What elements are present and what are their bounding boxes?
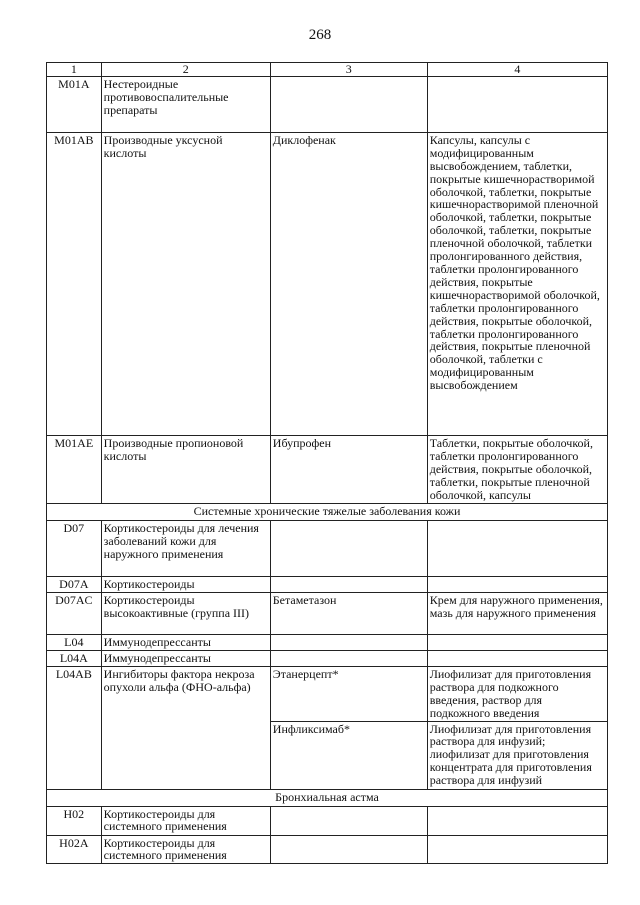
section-row bbox=[47, 503, 608, 520]
group-cell: Производные уксусной кислоты bbox=[101, 132, 270, 435]
section-title: Системные хронические тяжелые заболевания кожи bbox=[47, 503, 608, 520]
form-cell bbox=[427, 76, 607, 132]
table-row bbox=[47, 520, 608, 576]
group-cell: Ингибиторы фактора некроза опухоли альфа (ФНО-альфа) bbox=[101, 666, 270, 789]
section-title: Бронхиальная астма bbox=[47, 789, 608, 806]
group-cell: Иммунодепрессанты bbox=[101, 650, 270, 666]
drug-cell bbox=[270, 634, 427, 650]
drug-cell: Ибупрофен bbox=[270, 435, 427, 503]
form-cell: Таблетки, покрытые оболочкой, таблетки пролонгированного действия, покрытые оболочкой, таблетки, покрытые пленочной оболочкой, капсулы bbox=[427, 435, 607, 503]
section-row bbox=[47, 789, 608, 806]
table-row bbox=[47, 650, 608, 666]
group-cell: Кортикостероиды для лечения заболеваний кожи для наружного применения bbox=[101, 520, 270, 576]
table-row bbox=[47, 835, 608, 864]
table-row bbox=[47, 806, 608, 835]
drug-cell: Бетаметазон bbox=[270, 592, 427, 634]
form-cell bbox=[427, 576, 607, 592]
table-row bbox=[47, 634, 608, 650]
column-header: 2 bbox=[101, 63, 270, 77]
drug-cell bbox=[270, 650, 427, 666]
atc-code-cell: M01AB bbox=[47, 132, 102, 435]
table-row bbox=[47, 666, 608, 721]
atc-code-cell: D07AC bbox=[47, 592, 102, 634]
atc-code-cell: H02A bbox=[47, 835, 102, 864]
drug-cell: Диклофенак bbox=[270, 132, 427, 435]
drug-cell bbox=[270, 76, 427, 132]
table-header-row bbox=[47, 63, 608, 77]
group-cell: Нестероидные противовоспалительные препараты bbox=[101, 76, 270, 132]
atc-code-cell: D07A bbox=[47, 576, 102, 592]
drug-cell bbox=[270, 835, 427, 864]
table-row bbox=[47, 592, 608, 634]
group-cell: Иммунодепрессанты bbox=[101, 634, 270, 650]
atc-code-cell: L04AB bbox=[47, 666, 102, 789]
table-row bbox=[47, 132, 608, 435]
group-cell: Кортикостероиды bbox=[101, 576, 270, 592]
atc-code-cell: L04A bbox=[47, 650, 102, 666]
group-cell: Производные пропионовой кислоты bbox=[101, 435, 270, 503]
page-number: 268 bbox=[308, 27, 332, 43]
group-cell: Кортикостероиды высокоактивные (группа III) bbox=[101, 592, 270, 634]
drug-cell: Инфликсимаб* bbox=[270, 721, 427, 789]
atc-code-cell: H02 bbox=[47, 806, 102, 835]
column-header: 3 bbox=[270, 63, 427, 77]
form-cell bbox=[427, 806, 607, 835]
group-cell: Кортикостероиды для системного применения bbox=[101, 835, 270, 864]
form-cell bbox=[427, 650, 607, 666]
group-cell: Кортикостероиды для системного применения bbox=[101, 806, 270, 835]
drug-cell bbox=[270, 806, 427, 835]
column-header: 1 bbox=[47, 63, 102, 77]
form-cell: Крем для наружного применения, мазь для наружного применения bbox=[427, 592, 607, 634]
form-cell bbox=[427, 520, 607, 576]
form-cell bbox=[427, 835, 607, 864]
form-cell: Лиофилизат для приготовления раствора для подкожного введения, раствор для подкожного введения bbox=[427, 666, 607, 721]
atc-code-cell: L04 bbox=[47, 634, 102, 650]
column-header: 4 bbox=[427, 63, 607, 77]
drug-table bbox=[46, 62, 608, 864]
drug-cell: Этанерцепт* bbox=[270, 666, 427, 721]
table-row bbox=[47, 435, 608, 503]
atc-code-cell: M01A bbox=[47, 76, 102, 132]
atc-code-cell: D07 bbox=[47, 520, 102, 576]
atc-code-cell: M01AE bbox=[47, 435, 102, 503]
table-row bbox=[47, 76, 608, 132]
table-row bbox=[47, 576, 608, 592]
form-cell bbox=[427, 634, 607, 650]
drug-cell bbox=[270, 576, 427, 592]
form-cell: Лиофилизат для приготовления раствора для инфузий; лиофилизат для приготовления концентрата для приготовления раствора для инфузий bbox=[427, 721, 607, 789]
drug-cell bbox=[270, 520, 427, 576]
form-cell: Капсулы, капсулы с модифицированным высвобождением, таблетки, покрытые кишечнорастворимой оболочкой, таблетки, покрытые кишечнорастворимой пленочной оболочкой, таблетки, покрытые оболочкой, таблетки, покрытые пленочной оболочкой, таблетки пролонгированного действия, таблетки пролонгированного действия, покрытые кишечнорастворимой оболочкой, таблетки пролонгированного действия, покрытые оболочкой, таблетки пролонгированного действия, покрытые пленочной оболочкой, таблетки с модифицированным высвобождением bbox=[427, 132, 607, 435]
